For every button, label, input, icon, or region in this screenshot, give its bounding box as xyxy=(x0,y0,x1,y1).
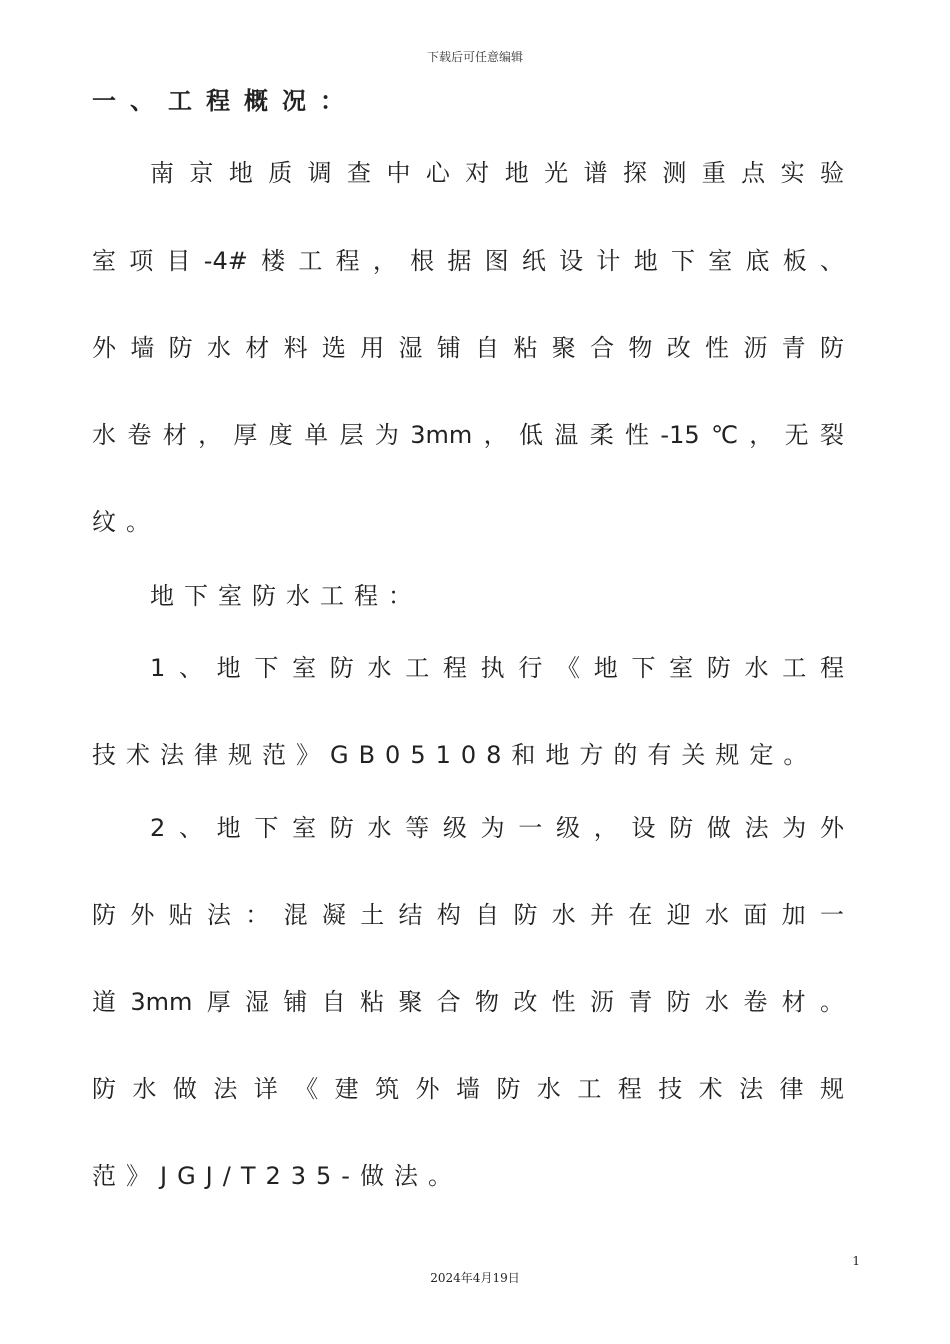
paragraph-line: 外墙防水材料选用湿铺自粘聚合物改性沥青防 xyxy=(92,334,844,362)
paragraph-line: 水卷材，厚度单层为3mm，低温柔性-15℃，无裂 xyxy=(92,421,844,449)
paragraph-line: 1、地下室防水工程执行《地下室防水工程 xyxy=(150,654,844,682)
page-footer-date: 2024年4月19日 xyxy=(430,1271,520,1285)
paragraph-line: 范》JGJ/T235-做法。 xyxy=(92,1162,462,1190)
paragraph-line: 技术法律规范》GB05108和地方的有关规定。 xyxy=(92,741,818,769)
section-title: 一、工程概况： xyxy=(92,87,358,115)
paragraph-line: 纹。 xyxy=(92,508,160,536)
paragraph-line: 道3mm厚湿铺自粘聚合物改性沥青防水卷材。 xyxy=(92,988,844,1016)
paragraph-line: 防外贴法：混凝土结构自防水并在迎水面加一 xyxy=(92,901,844,929)
paragraph-line: 防水做法详《建筑外墙防水工程技术法律规 xyxy=(92,1075,844,1103)
page-number: 1 xyxy=(852,1254,860,1268)
paragraph-line: 2、地下室防水等级为一级，设防做法为外 xyxy=(150,814,844,842)
paragraph-line: 室项目-4#楼工程，根据图纸设计地下室底板、 xyxy=(92,247,844,275)
paragraph-line: 南京地质调查中心对地光谱探测重点实验 xyxy=(150,159,844,187)
subheading: 地下室防水工程： xyxy=(150,582,422,610)
page-header: 下载后可任意编辑 xyxy=(426,50,523,64)
